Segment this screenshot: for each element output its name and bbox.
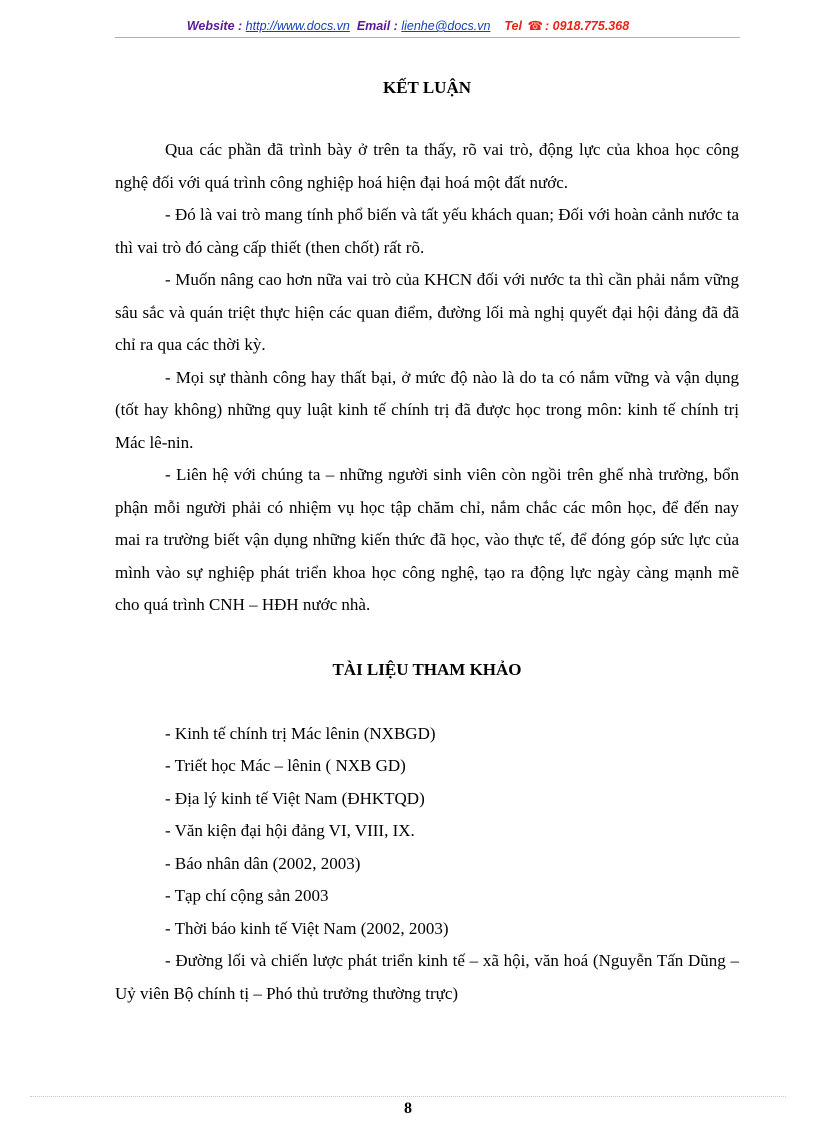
phone-number: : 0918.775.368 xyxy=(545,19,630,33)
reference-item: - Địa lý kinh tế Việt Nam (ĐHKTQD) xyxy=(165,788,425,808)
conclusion-paragraph: Qua các phần đã trình bày ở trên ta thấy, rõ vai trò, động lực của khoa học công nghệ đối với quá trình công nghiệp hoá hiện đại hoá một đất nước. xyxy=(115,140,739,192)
footer-divider xyxy=(30,1096,786,1097)
conclusion-body xyxy=(115,134,739,622)
page-content xyxy=(115,70,739,1010)
references-title: TÀI LIỆU THAM KHẢO xyxy=(332,659,522,679)
website-label: Website : xyxy=(186,19,243,33)
conclusion-paragraph: - Liên hệ với chúng ta – những người sinh viên còn ngồi trên ghế nhà trường, bổn phận mỗi người phải có nhiệm vụ học tập chăm chỉ, nắm chắc các môn học, để đến nay mai ra trường biết vận dụng những kiến thức đã học, vào thực tế, để đóng góp sức lực của mình vào sự nghiệp phát triển khoa học công nghệ, tạo ra động lực ngày càng mạnh mẽ cho quá trình CNH – HĐH nước nhà. xyxy=(115,465,739,614)
phone-icon: ☎ xyxy=(527,19,544,33)
page-number: 8 xyxy=(404,1100,412,1117)
email-label: Email : xyxy=(356,19,398,33)
website-link[interactable]: http://www.docs.vn xyxy=(245,19,350,33)
reference-item: - Văn kiện đại hội đảng VI, VIII, IX. xyxy=(165,821,415,840)
references-list xyxy=(115,718,739,1011)
reference-item: - Tạp chí cộng sản 2003 xyxy=(165,886,329,905)
reference-item: - Thời báo kinh tế Việt Nam (2002, 2003) xyxy=(165,918,449,938)
conclusion-paragraph: - Đó là vai trò mang tính phổ biến và tất yếu khách quan; Đối với hoàn cảnh nước ta thì vai trò đó càng cấp thiết (then chốt) rất rõ. xyxy=(115,205,739,257)
tel-label: Tel xyxy=(504,19,522,33)
reference-item: - Kinh tế chính trị Mác lênin (NXBGD) xyxy=(165,723,436,743)
email-link[interactable]: lienhe@docs.vn xyxy=(401,19,491,33)
conclusion-paragraph: - Mọi sự thành công hay thất bại, ở mức độ nào là do ta có nắm vững và vận dụng (tốt hay không) những quy luật kinh tế chính trị đã được học trong môn: kinh tế chính trị Mác lê-nin. xyxy=(115,367,739,452)
header-divider xyxy=(115,37,740,38)
reference-item: - Báo nhân dân (2002, 2003) xyxy=(165,853,361,873)
page-header xyxy=(0,18,816,33)
reference-item: - Đường lối và chiến lược phát triển kinh tế – xã hội, văn hoá (Nguyễn Tấn Dũng – Uỷ viên Bộ chính tị – Phó thủ trưởng thường trực) xyxy=(115,951,739,1003)
conclusion-paragraph: - Muốn nâng cao hơn nữa vai trò của KHCN đối với nước ta thì cần phải nắm vững sâu sắc và quán triệt thực hiện các quan điểm, đường lối mà nghị quyết đại hội đảng đã đã chỉ ra qua các thời kỳ. xyxy=(115,270,739,354)
reference-item: - Triết học Mác – lênin ( NXB GD) xyxy=(165,756,406,775)
conclusion-title: KẾT LUẬN xyxy=(382,78,471,97)
